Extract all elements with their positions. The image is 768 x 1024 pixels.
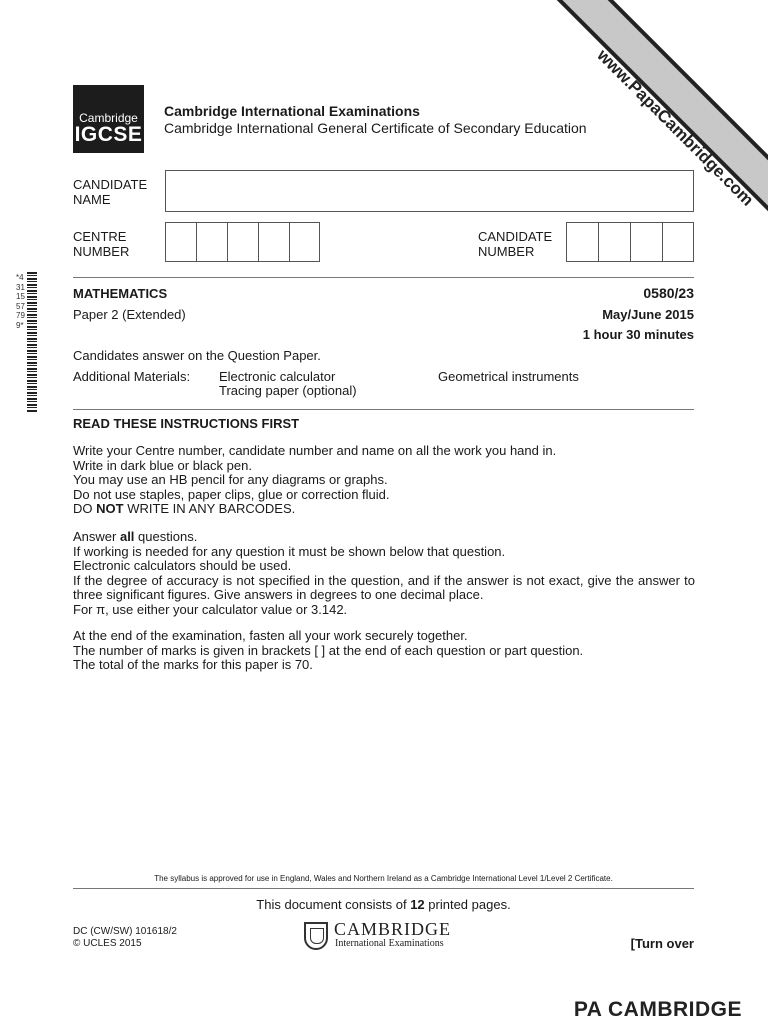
centre-digit-box[interactable] <box>289 222 320 262</box>
instructions-block-2 <box>73 530 695 618</box>
paper-code: 0580/23 <box>643 285 694 301</box>
igcse-logo <box>73 85 144 153</box>
candidate-digit-box[interactable] <box>566 222 598 262</box>
copyright: © UCLES 2015 <box>73 938 142 949</box>
cambridge-subtitle: International Examinations <box>335 938 444 949</box>
page-count-post: printed pages. <box>424 897 511 912</box>
answer-text: Answer <box>73 529 120 544</box>
instruction-line: If the degree of accuracy is not specified in the question, and if the answer is not exact, give the answer to three significant figures. Give answers in degrees to one decimal place. <box>73 572 695 603</box>
qualification-title: Cambridge International General Certificate of Secondary Education <box>164 120 587 136</box>
logo-big-text: IGCSE <box>74 123 143 146</box>
not-text: NOT <box>96 501 124 517</box>
paper-title: Paper 2 (Extended) <box>73 307 186 322</box>
doc-reference <box>73 926 177 950</box>
ribbon-text: www.PapaCambridge.com <box>593 45 758 210</box>
candidate-number-label-line1: CANDIDATE <box>478 229 553 244</box>
centre-number-label-line1: CENTRE <box>73 229 127 244</box>
syllabus-note: The syllabus is approved for use in England, Wales and Northern Ireland as a Cambridge International Level 1/Level 2 Certificate. <box>154 874 613 883</box>
watermark-text: PA CAMBRIDGE <box>573 998 742 1021</box>
answer-on: Candidates answer on the Question Paper. <box>73 348 321 363</box>
candidate-number-label-line2: NUMBER <box>478 244 535 259</box>
instruction-line: At the end of the examination, fasten all your work securely together. <box>73 628 468 643</box>
instruction-line: The number of marks is given in brackets [ ] at the end of each question or part question. <box>73 642 584 658</box>
divider <box>73 277 694 278</box>
cambridge-crest-icon <box>304 922 328 950</box>
instruction-line: Electronic calculators should be used. <box>73 558 292 574</box>
candidate-digit-box[interactable] <box>662 222 694 262</box>
do-text: DO <box>73 501 97 517</box>
page-count <box>73 898 694 913</box>
centre-digit-box[interactable] <box>196 222 227 262</box>
exam-board: Cambridge International Examinations <box>164 103 420 119</box>
barcodes-text: WRITE IN ANY BARCODES. <box>123 501 296 517</box>
instruction-line: For π, use either your calculator value or 3.142. <box>73 601 348 617</box>
page-count-number: 12 <box>410 897 425 912</box>
centre-digit-box[interactable] <box>227 222 258 262</box>
instruction-line: Write in dark blue or black pen. <box>73 457 252 473</box>
subject: MATHEMATICS <box>73 286 168 301</box>
instructions-block-1 <box>73 444 695 517</box>
instruction-line: Write your Centre number, candidate number and name on all the work you hand in. <box>73 443 557 458</box>
centre-number-label-line2: NUMBER <box>73 244 130 259</box>
cambridge-wordmark: CAMBRIDGE <box>334 919 452 939</box>
dc-code: DC (CW/SW) 101618/2 <box>73 926 177 937</box>
instructions-block-3 <box>73 629 695 673</box>
exam-session: May/June 2015 <box>602 307 694 322</box>
turn-over: [Turn over <box>630 936 694 951</box>
logo-small-text: Cambridge <box>79 111 138 125</box>
all-text: all <box>119 529 135 544</box>
instruction-line: The total of the marks for this paper is 70. <box>73 657 313 673</box>
divider <box>73 888 694 889</box>
instruction-line: Do not use staples, paper clips, glue or correction fluid. <box>73 486 390 502</box>
page-count-pre: This document consists of <box>256 897 411 912</box>
candidate-name-label-line1: CANDIDATE <box>73 177 148 192</box>
barcode-digits: *4311557799* <box>16 273 25 330</box>
instruction-line: If working is needed for any question it must be shown below that question. <box>73 543 506 559</box>
centre-digit-box[interactable] <box>258 222 289 262</box>
material-geometrical: Geometrical instruments <box>438 369 579 384</box>
questions-text: questions. <box>134 529 198 544</box>
material-tracing-paper: Tracing paper (optional) <box>219 383 357 398</box>
candidate-name-label-line2: NAME <box>73 192 111 207</box>
candidate-digit-box[interactable] <box>630 222 662 262</box>
candidate-name-label <box>73 177 147 207</box>
divider <box>73 409 694 410</box>
instructions-heading: READ THESE INSTRUCTIONS FIRST <box>73 416 300 431</box>
instruction-line <box>73 530 695 545</box>
barcode <box>27 272 37 412</box>
candidate-number-label <box>478 229 552 259</box>
duration: 1 hour 30 minutes <box>582 327 694 342</box>
instruction-line <box>73 502 695 517</box>
material-calculator: Electronic calculator <box>219 369 336 384</box>
centre-number-label <box>73 229 129 259</box>
candidate-digit-box[interactable] <box>598 222 630 262</box>
candidate-name-field[interactable] <box>165 170 694 212</box>
candidate-number-field[interactable] <box>566 222 694 262</box>
materials-label: Additional Materials: <box>73 369 191 384</box>
centre-digit-box[interactable] <box>165 222 196 262</box>
instruction-line: You may use an HB pencil for any diagrams or graphs. <box>73 472 388 488</box>
centre-number-field[interactable] <box>165 222 320 262</box>
